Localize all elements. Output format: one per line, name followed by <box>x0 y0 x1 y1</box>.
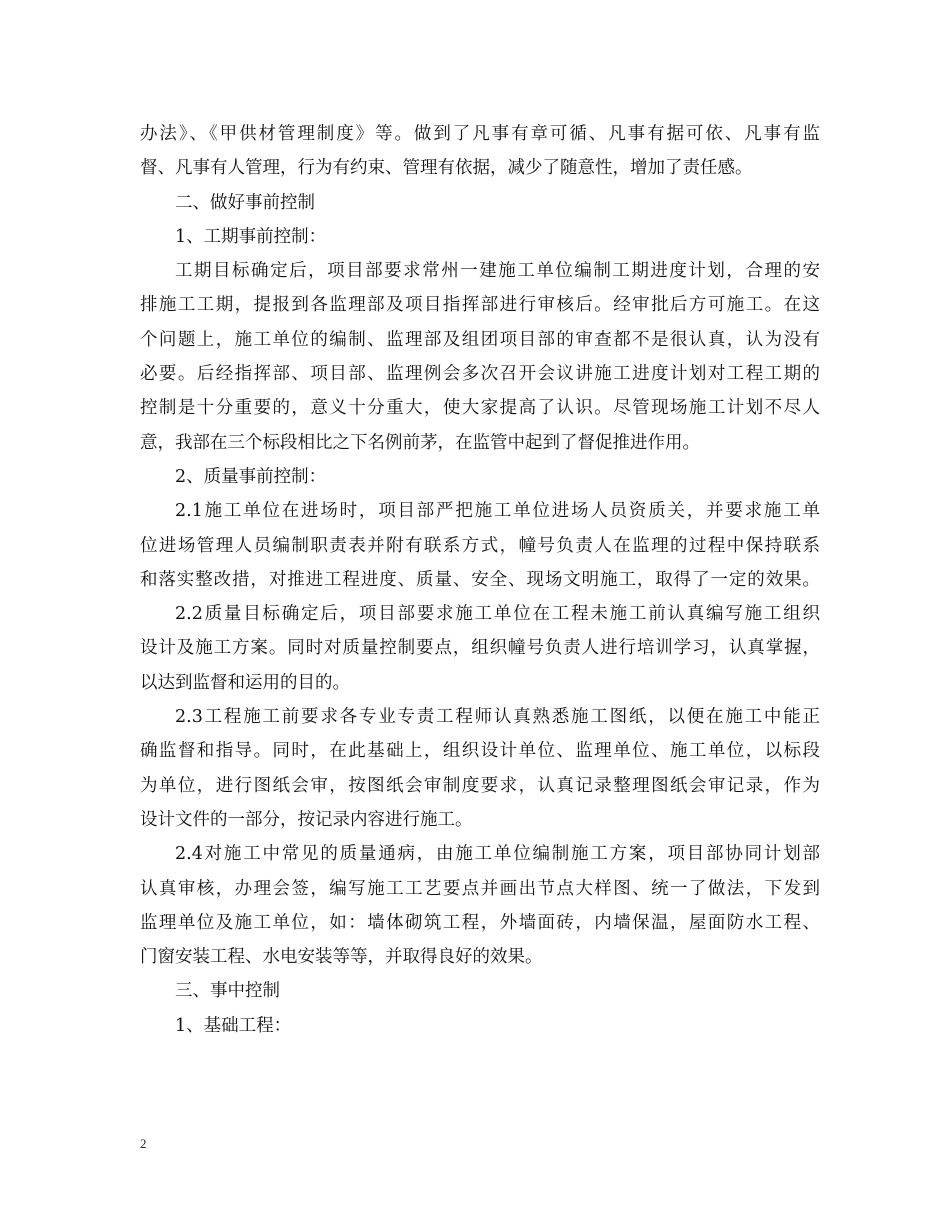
text-line: 意，我部在三个标段相比之下名例前茅，在监管中起到了督促推进作用。 <box>140 432 700 453</box>
section-heading: 二、做好事前控制 <box>175 192 315 213</box>
text-line: 工期目标确定后，项目部要求常州一建施工单位编制工期进度计划，合理的安 <box>175 261 820 282</box>
text-line: 设计及施工方案。同时对质量控制要点，组织幢号负责人进行培训学习，认真掌握， <box>140 638 820 659</box>
text-line: 和落实整改措，对推进工程进度、质量、安全、现场文明施工，取得了一定的效果。 <box>140 569 820 590</box>
text-line: 门窗安装工程、水电安装等等，并取得良好的效果。 <box>140 947 543 968</box>
text-line: 督、凡事有人管理，行为有约束、管理有依据，减少了随意性，增加了责任感。 <box>140 158 753 179</box>
subsection-heading: 1、基础工程： <box>175 1015 292 1036</box>
page-number: 2 <box>140 1136 147 1151</box>
text-line: 办法》、《甲供材管理制度》等。做到了凡事有章可循、凡事有据可依、凡事有监 <box>140 124 820 144</box>
text-line: 确监督和指导。同时，在此基础上，组织设计单位、监理单位、施工单位，以标段 <box>140 741 820 762</box>
text-line: 排施工工期，提报到各监理部及项目指挥部进行审核后。经审批后方可施工。在这 <box>140 295 820 316</box>
text-line: 必要。后经指挥部、项目部、监理例会多次召开会议讲施工进度计划对工程工期的 <box>140 364 820 385</box>
body-text <box>140 117 820 1043</box>
text-line: 2.4对施工中常见的质量通病，由施工单位编制施工方案，项目部协同计划部 <box>175 844 820 865</box>
section-heading: 三、事中控制 <box>175 981 280 1002</box>
text-line: 2.1施工单位在进场时，项目部严把施工单位进场人员资质关，并要求施工单 <box>175 501 820 522</box>
text-line: 设计文件的一部分，按记录内容进行施工。 <box>140 809 473 830</box>
text-line: 2.2质量目标确定后，项目部要求施工单位在工程未施工前认真编写施工组织 <box>175 604 820 625</box>
text-line: 位进场管理人员编制职责表并附有联系方式，幢号负责人在监理的过程中保持联系 <box>140 535 820 556</box>
text-line: 为单位，进行图纸会审，按图纸会审制度要求，认真记录整理图纸会审记录，作为 <box>140 775 820 796</box>
subsection-heading: 2、质量事前控制： <box>175 466 327 487</box>
text-line: 控制是十分重要的，意义十分重大，使大家提高了认识。尽管现场施工计划不尽人 <box>140 398 820 419</box>
text-line: 认真审核，办理会签，编写施工工艺要点并画出节点大样图、统一了做法，下发到 <box>140 878 820 899</box>
subsection-heading: 1、工期事前控制： <box>175 226 327 247</box>
text-line: 个问题上，施工单位的编制、监理部及组团项目部的审查都不是很认真，认为没有 <box>140 329 820 350</box>
text-line: 2.3工程施工前要求各专业专责工程师认真熟悉施工图纸，以便在施工中能正 <box>175 707 820 728</box>
text-line: 监理单位及施工单位，如：墙体砌筑工程，外墙面砖，内墙保温，屋面防水工程、 <box>140 912 820 933</box>
text-line: 以达到监督和运用的目的。 <box>140 672 350 693</box>
